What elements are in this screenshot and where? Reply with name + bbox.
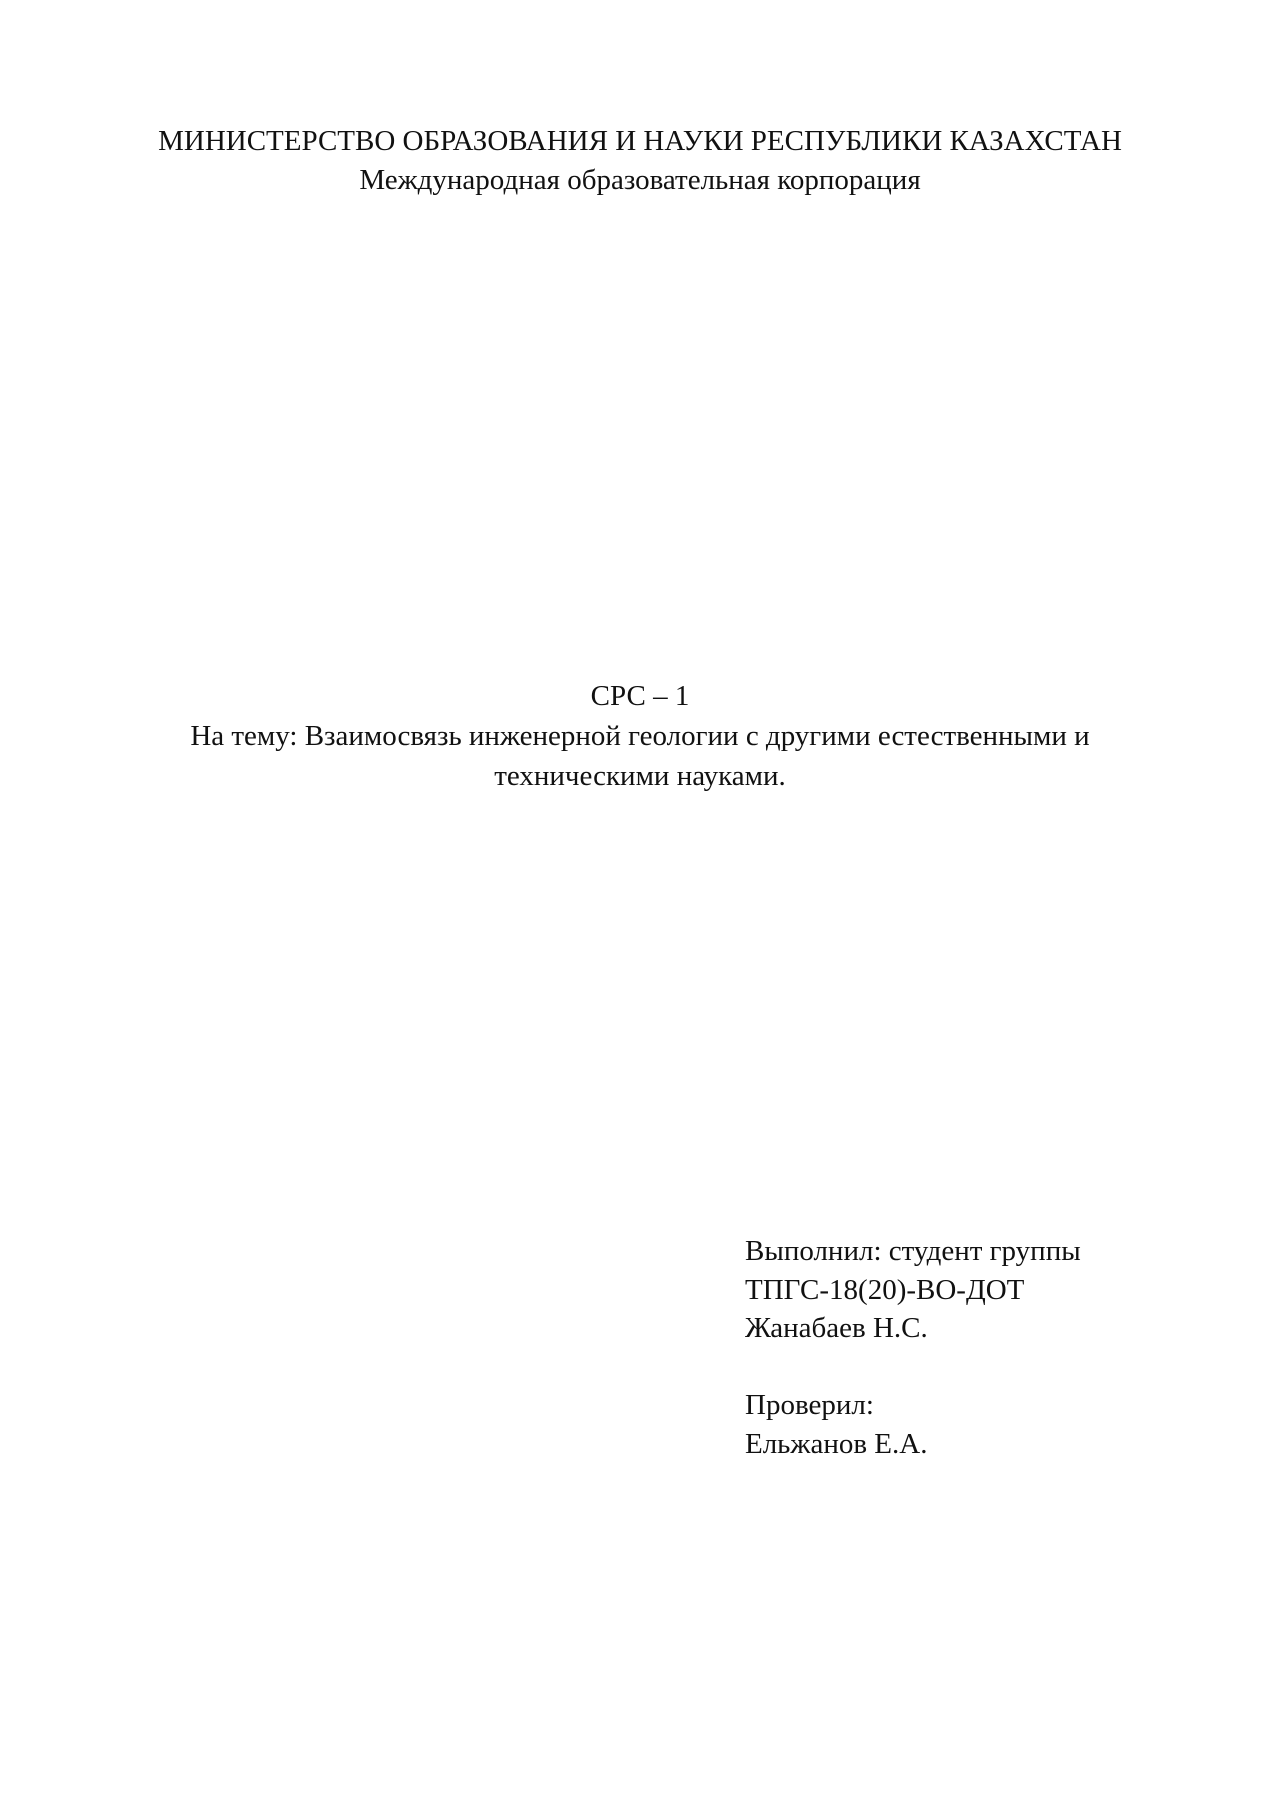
organization-name: Международная образовательная корпорация — [359, 164, 921, 196]
performed-label: Выполнил: студент группы — [745, 1235, 1081, 1267]
checked-label: Проверил: — [745, 1389, 874, 1421]
topic-line-1: На тему: Взаимосвязь инженерной геологии с другими естественными и — [190, 720, 1090, 752]
topic-line-2: техническими науками. — [494, 760, 786, 792]
ministry-heading: МИНИСТЕРСТВО ОБРАЗОВАНИЯ И НАУКИ РЕСПУБЛИКИ КАЗАХСТАН — [158, 125, 1122, 157]
author-block — [745, 1232, 1225, 1463]
student-group: ТПГС-18(20)-ВО-ДОТ — [745, 1273, 1025, 1306]
teacher-name: Ельжанов Е.А. — [745, 1427, 928, 1460]
work-code: СРС – 1 — [590, 680, 690, 712]
student-name: Жанабаев Н.С. — [745, 1312, 928, 1344]
author-block-spacer — [745, 1348, 1225, 1387]
